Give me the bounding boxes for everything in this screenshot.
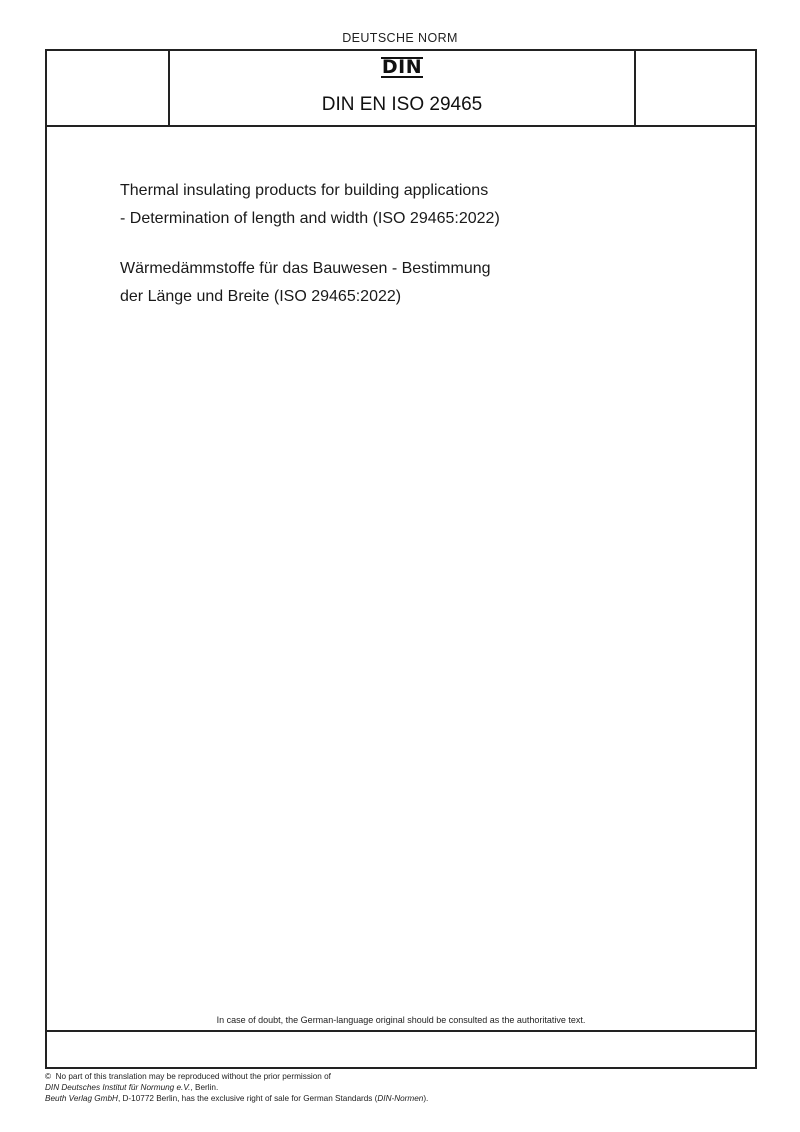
german-title-line-2: der Länge und Breite (ISO 29465:2022)	[120, 288, 402, 305]
english-title-line-2: - Determination of length and width (ISO 29465:2022)	[120, 210, 500, 227]
footer-line-3-end: ).	[423, 1094, 429, 1103]
footer-line-3	[45, 1093, 765, 1104]
german-title	[120, 255, 680, 311]
footer-beuth-org: Beuth Verlag GmbH	[45, 1094, 118, 1103]
footer-din-org: DIN Deutsches Institut für Normung e.V.	[45, 1083, 191, 1092]
din-logo	[170, 56, 634, 78]
document-frame	[45, 49, 757, 1069]
english-title	[120, 177, 680, 233]
english-title-line-1: Thermal insulating products for building applications	[120, 182, 489, 199]
footer-line-1	[45, 1071, 765, 1082]
german-title-line-1: Wärmedämmstoffe für das Bauwesen - Bestimmung	[120, 260, 491, 277]
header-cell-center	[170, 51, 634, 125]
copyright-symbol: ©	[45, 1072, 52, 1081]
title-section	[120, 177, 680, 311]
document-kicker: DEUTSCHE NORM	[342, 31, 458, 45]
bottom-divider	[47, 1030, 755, 1032]
footer-line-2-rest: , Berlin.	[190, 1083, 219, 1092]
footer-permission-text: No part of this translation may be reproduced without the prior permission of	[55, 1072, 331, 1081]
footer-line-3-mid: , D-10772 Berlin, has the exclusive right of sale for German Standards (	[117, 1094, 378, 1103]
header-cell-left	[47, 51, 170, 125]
din-logo-text: DIN	[381, 56, 423, 78]
document-number: DIN EN ISO 29465	[321, 94, 483, 115]
footer-din-normen: DIN-Normen	[377, 1094, 424, 1103]
authoritative-text-notice: In case of doubt, the German-language original should be consulted as the authoritative text.	[216, 1015, 586, 1025]
header-row	[47, 51, 755, 127]
footer-line-2	[45, 1082, 765, 1093]
header-cell-right	[634, 51, 755, 125]
copyright-footer	[45, 1071, 765, 1104]
